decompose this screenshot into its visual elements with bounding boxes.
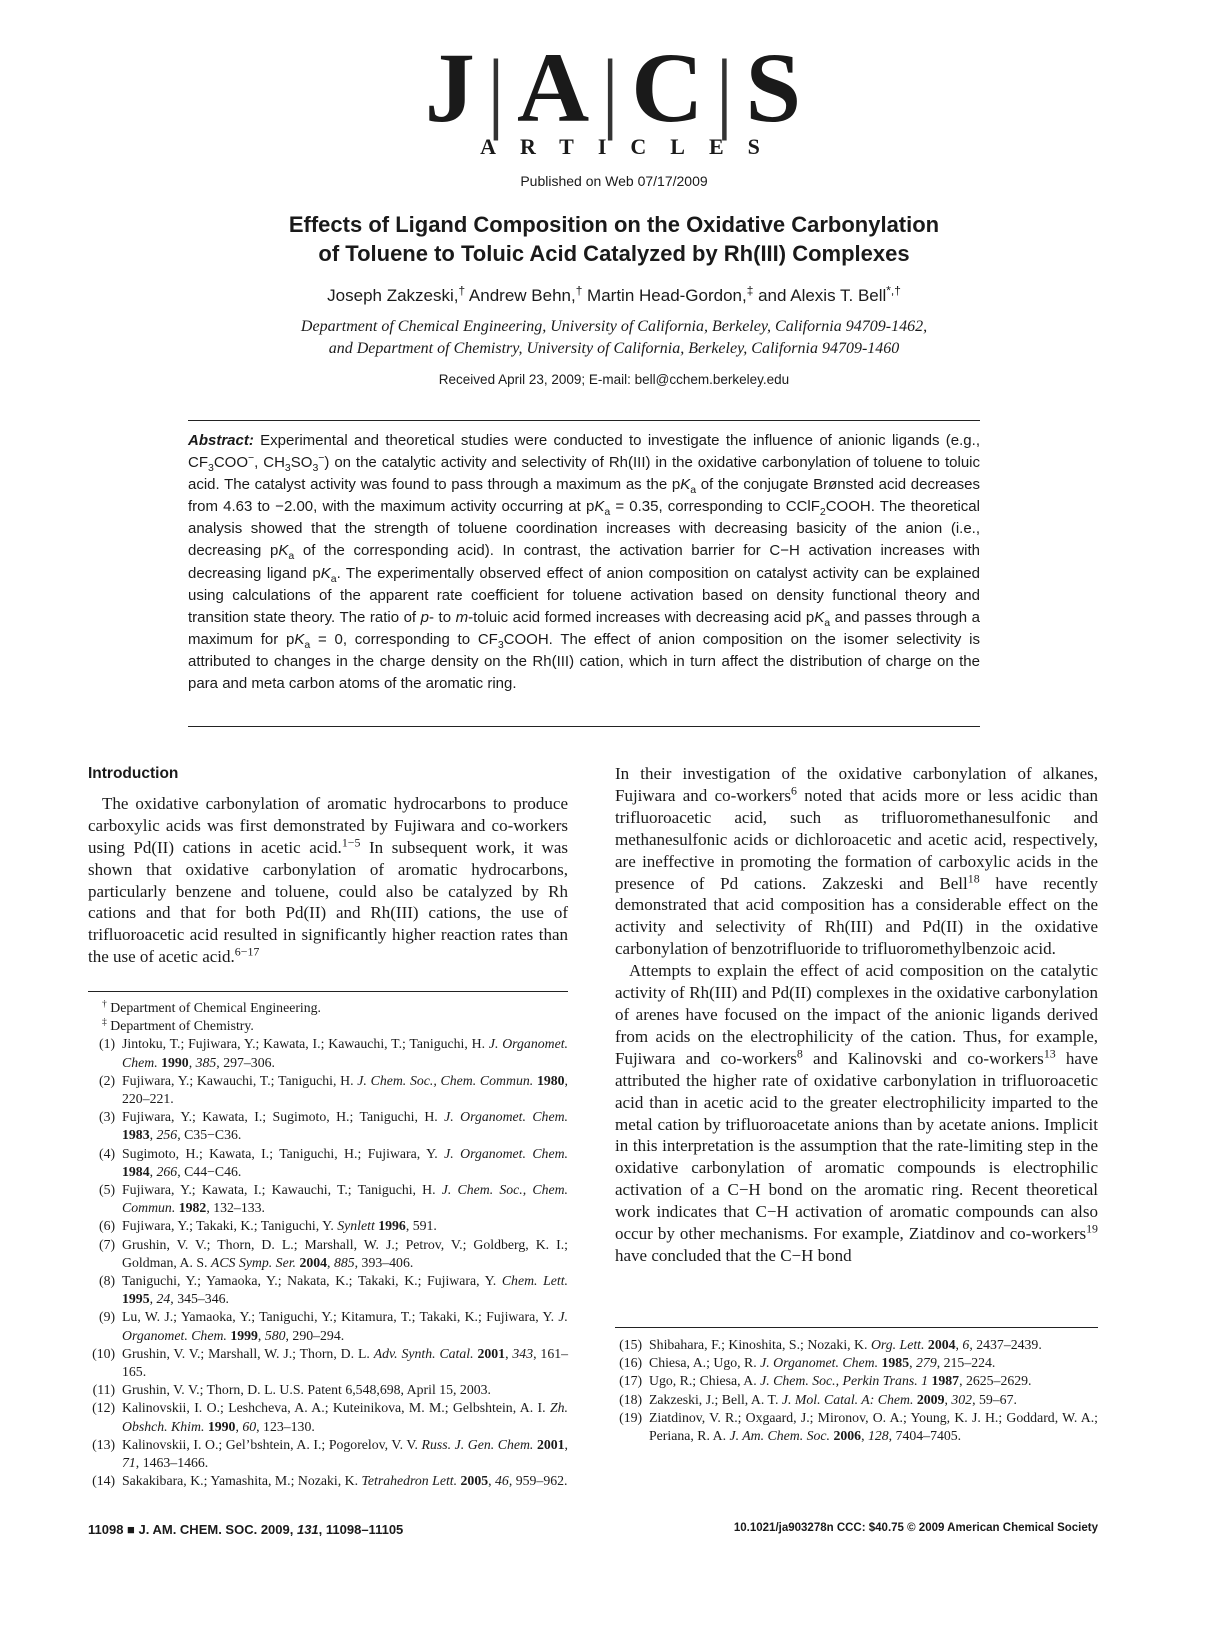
reference-number: (10) bbox=[92, 1345, 122, 1361]
superscript: 1−5 bbox=[341, 835, 361, 850]
text-run: J. Chem. Soc., Chem. Commun. bbox=[122, 1182, 568, 1216]
divider bbox=[188, 420, 980, 421]
text-run: K bbox=[294, 630, 305, 648]
text-run: 343 bbox=[512, 1345, 534, 1361]
reference-number: (19) bbox=[619, 1409, 649, 1425]
reference-item bbox=[88, 1145, 568, 1181]
text-run: noted that acids more or less acidic than trifluoroacetic acid, such as trifluoromethanesulfonic and methanesulfonic acids or dichloroacetic and acetic acid, respectively, are ineffective in promoting the formation of carboxylic acids in the presence of Pd cations. Zakzeski and Bell bbox=[615, 785, 1098, 893]
text-run: 128 bbox=[867, 1428, 889, 1444]
footnote-mark: † bbox=[102, 998, 107, 1010]
text-run: have concluded that the C−H bond bbox=[615, 1245, 852, 1265]
subscript: 3 bbox=[208, 462, 214, 475]
affiliations bbox=[0, 316, 1228, 360]
text-run: have attributed the higher rate of oxidative carbonylation in trifluoroacetic acid than in acetic acid to the greater electrophilicity imparted to the metal cation by trifluoroacetate anions than by acetate anions. Implicit in this interpretation is the assumption that the rate-limiting step in the oxidative carbonylation of aromatic compounds is electrophilic activation of a C−H bond on the aromatic ring. Recent theoretical work indicates that C−H activation of aromatic compounds can also occur by other mechanisms. For example, Ziatdinov and co-workers bbox=[615, 1048, 1098, 1244]
affiliation-line: and Department of Chemistry, University of California, Berkeley, California 94709-1460 bbox=[328, 340, 900, 357]
text-run: , bbox=[188, 1054, 196, 1070]
text-run: 1984 bbox=[122, 1163, 150, 1179]
text-run: = 0, corresponding to CF bbox=[310, 630, 498, 648]
subscript: a bbox=[824, 616, 831, 629]
text-run: 279 bbox=[916, 1355, 937, 1371]
logo-letter: C bbox=[631, 32, 706, 143]
text-run: , 2437–2439. bbox=[969, 1337, 1042, 1352]
text-run: Martin Head-Gordon, bbox=[582, 286, 747, 305]
text-run: K bbox=[594, 498, 605, 516]
text-run: 1995 bbox=[122, 1291, 150, 1307]
text-run: , bbox=[257, 1327, 265, 1343]
text-run: 256 bbox=[156, 1127, 178, 1143]
text-run: . The experimentally observed effect of anion composition on catalyst activity can be explained using calculations of the apparent rate coefficient for toluene activation based on density functional theory and transition state theory. The ratio of bbox=[188, 564, 980, 626]
reference-number: (1) bbox=[99, 1036, 122, 1052]
text-run: Taniguchi, Y.; Yamaoka, Y.; Nakata, K.; Takaki, K.; Fujiwara, Y. bbox=[122, 1273, 502, 1289]
text-run: 2006 bbox=[830, 1428, 862, 1444]
authors bbox=[0, 283, 1228, 306]
text-run: K bbox=[814, 608, 825, 626]
reference-item bbox=[88, 1217, 568, 1235]
text-run: 46 bbox=[495, 1473, 509, 1489]
text-run: ) on the catalytic activity and selectivity of Rh(III) in the oxidative carbonylation of toluene to toluic acid. The catalyst activity was found to pass through a maximum as the p bbox=[188, 454, 980, 494]
footnote-text: Department of Chemistry. bbox=[110, 1018, 254, 1034]
reference-list bbox=[615, 1336, 1098, 1445]
text-run: Grushin, V. V.; Thorn, D. L. U.S. Patent 6,548,698, April 15, 2003. bbox=[122, 1382, 491, 1398]
subscript: 3 bbox=[284, 462, 291, 475]
text-run: 2004 bbox=[296, 1254, 328, 1270]
text-run: Adv. Synth. Catal. bbox=[373, 1345, 474, 1361]
text-run: 2004 bbox=[924, 1337, 956, 1352]
superscript: *,† bbox=[886, 283, 901, 298]
superscript: − bbox=[248, 452, 255, 465]
text-run: K bbox=[680, 476, 691, 494]
text-run: 1999 bbox=[226, 1327, 258, 1343]
text-run: Zakzeski, J.; Bell, A. T. bbox=[649, 1391, 782, 1407]
text-run: Fujiwara, Y.; Takaki, K.; Taniguchi, Y. bbox=[122, 1218, 338, 1234]
subscript: a bbox=[304, 638, 311, 651]
reference-number: (7) bbox=[99, 1236, 122, 1252]
text-run: 1990 bbox=[204, 1418, 236, 1434]
text-run: -toluic acid formed increases with decreasing acid p bbox=[468, 608, 815, 626]
text-run: 580 bbox=[264, 1327, 286, 1343]
footer-citation bbox=[88, 1522, 403, 1537]
text-run: , C35−C36. bbox=[177, 1127, 242, 1143]
text-run: J. Organomet. Chem. bbox=[444, 1145, 568, 1161]
text-run: - to bbox=[428, 608, 456, 626]
paragraph bbox=[615, 763, 1098, 960]
subscript: a bbox=[330, 572, 337, 585]
subscript: 2 bbox=[819, 506, 826, 519]
logo-subtitle: ARTICLES bbox=[480, 134, 784, 159]
text-run: , 1463–1466. bbox=[135, 1455, 209, 1471]
text-run: 2001 bbox=[533, 1436, 565, 1452]
text-run: , bbox=[944, 1391, 952, 1407]
text-run: 1990 bbox=[157, 1054, 189, 1070]
reference-number: (4) bbox=[99, 1145, 122, 1161]
text-run: 1983 bbox=[122, 1127, 150, 1143]
text-run: 1985 bbox=[878, 1355, 910, 1371]
reference-item bbox=[88, 1472, 568, 1490]
footnote-text: Department of Chemical Engineering. bbox=[110, 1000, 321, 1015]
text-run: 385 bbox=[195, 1054, 217, 1070]
text-run: 2009 bbox=[913, 1391, 945, 1407]
text-run: and passes through a maximum for p bbox=[188, 608, 980, 648]
text-run: Abstract: bbox=[188, 432, 254, 449]
logo-letter: J bbox=[424, 32, 477, 143]
text-run: Lu, W. J.; Yamaoka, Y.; Taniguchi, Y.; Kitamura, T.; Takaki, K.; Fujiwara, Y. bbox=[122, 1309, 559, 1325]
text-run: , C44−C46. bbox=[177, 1163, 242, 1179]
text-run: , bbox=[955, 1337, 963, 1352]
footnotes-right bbox=[615, 1336, 1098, 1445]
article-title bbox=[0, 210, 1228, 268]
text-run: , 959–962. bbox=[508, 1473, 568, 1489]
footnote-divider bbox=[88, 991, 568, 992]
text-run: of the corresponding acid). In contrast, the activation barrier for C−H activation increases with decreasing ligand p bbox=[188, 542, 980, 582]
footnote bbox=[88, 999, 568, 1017]
text-run: Joseph Zakzeski, bbox=[327, 286, 459, 305]
reference-item bbox=[88, 1436, 568, 1472]
text-run: , bbox=[149, 1127, 157, 1143]
superscript: † bbox=[458, 283, 466, 298]
reference-item bbox=[615, 1354, 1098, 1372]
text-run: In subsequent work, it was shown that oxidative carbonylation of aromatic hydrocarbons, particularly benzene and toluene, could also be catalyzed by Rh cations and that for both Pd(II) and Rh(III) cations, the use of trifluoroacetic acid resulted in significantly higher reaction rates than the use of acetic acid. bbox=[88, 837, 568, 967]
text-run: 24 bbox=[156, 1291, 171, 1307]
text-run: , bbox=[564, 1436, 568, 1452]
reference-number: (11) bbox=[92, 1382, 122, 1398]
text-run: Fujiwara, Y.; Kawata, I.; Sugimoto, H.; Taniguchi, H. bbox=[122, 1109, 445, 1125]
text-run: SO bbox=[290, 454, 313, 472]
text-run: Sakakibara, K.; Yamashita, M.; Nozaki, K. bbox=[122, 1473, 362, 1489]
text-run: Sugimoto, H.; Kawata, I.; Taniguchi, H.; Fujiwara, Y. bbox=[122, 1145, 445, 1161]
right-column bbox=[615, 763, 1098, 1267]
text-run: 1982 bbox=[175, 1200, 207, 1216]
text-run: Kalinovskii, I. O.; Gel’bshtein, A. I.; Pogorelov, V. V. bbox=[122, 1436, 422, 1452]
text-run: Ziatdinov, V. R.; Oxgaard, J.; Mironov, O. A.; Young, K. J. H.; Goddard, W. A.; Periana, R. A. bbox=[649, 1409, 1098, 1444]
superscript: − bbox=[318, 452, 325, 465]
text-run: 302 bbox=[951, 1391, 973, 1407]
superscript: 6−17 bbox=[234, 944, 260, 959]
left-column bbox=[88, 763, 568, 968]
published-date: Published on Web 07/17/2009 bbox=[520, 173, 708, 189]
text-run: , bbox=[488, 1473, 496, 1489]
reference-item bbox=[88, 1035, 568, 1071]
text-run: Synlett bbox=[337, 1218, 375, 1234]
text-run: Org. Lett. bbox=[870, 1337, 925, 1352]
title-line: of Toluene to Toluic Acid Catalyzed by Rh(III) Complexes bbox=[318, 241, 910, 266]
reference-number: (16) bbox=[619, 1355, 649, 1371]
text-run: 2001 bbox=[473, 1345, 506, 1361]
text-run: 131 bbox=[296, 1522, 319, 1537]
text-run: , 215–224. bbox=[936, 1355, 996, 1371]
text-run: 1987 bbox=[928, 1373, 960, 1389]
text-run: = 0.35, corresponding to CClF bbox=[610, 498, 820, 516]
reference-number: (12) bbox=[92, 1400, 122, 1416]
reference-item bbox=[88, 1108, 568, 1144]
jacs-logo: J | A | C | S ARTICLES bbox=[0, 40, 1228, 160]
reference-number: (13) bbox=[92, 1436, 122, 1452]
divider bbox=[188, 726, 980, 727]
reference-item bbox=[88, 1345, 568, 1381]
text-run: , bbox=[327, 1254, 334, 1270]
text-run: 11098 ■ J. AM. CHEM. SOC. 2009, bbox=[88, 1522, 297, 1537]
text-run: Ugo, R.; Chiesa, A. bbox=[649, 1373, 761, 1389]
section-heading: Introduction bbox=[88, 765, 179, 782]
affiliation-line: Department of Chemical Engineering, University of California, Berkeley, California 94709-1462, bbox=[300, 318, 928, 335]
text-run: , 2625–2629. bbox=[959, 1373, 1032, 1389]
text-run: Grushin, V. V.; Marshall, W. J.; Thorn, D. L. bbox=[122, 1345, 374, 1361]
text-run: , 290–294. bbox=[285, 1327, 345, 1343]
paragraph bbox=[615, 960, 1098, 1267]
superscript: 13 bbox=[1043, 1046, 1056, 1061]
superscript: 18 bbox=[967, 870, 980, 885]
text-run: In their investigation of the oxidative carbonylation of alkanes, Fujiwara and co-workers bbox=[615, 764, 1098, 805]
text-run: Kalinovskii, I. O.; Leshcheva, A. A.; Kuteinikova, M. M.; Gelbshtein, A. I. bbox=[122, 1400, 550, 1416]
text-run: and Alexis T. Bell bbox=[753, 286, 887, 305]
subscript: 3 bbox=[312, 462, 319, 475]
reference-number: (9) bbox=[99, 1309, 122, 1325]
subscript: a bbox=[604, 506, 611, 519]
text-run: , 123–130. bbox=[256, 1418, 315, 1434]
text-run: , bbox=[235, 1418, 243, 1434]
text-run: J. Mol. Catal. A: Chem. bbox=[781, 1391, 914, 1407]
text-run: Experimental and theoretical studies were conducted to investigate the influence of anionic ligands (e.g., CF bbox=[188, 432, 980, 472]
reference-item bbox=[88, 1272, 568, 1308]
text-run: Shibahara, F.; Kinoshita, S.; Nozaki, K. bbox=[649, 1337, 871, 1352]
reference-item bbox=[88, 1308, 568, 1344]
reference-item bbox=[88, 1399, 568, 1435]
text-run: J. Organomet. Chem. bbox=[122, 1036, 569, 1070]
text-run: , bbox=[505, 1345, 513, 1361]
text-run: 6 bbox=[962, 1337, 970, 1352]
text-run: , CH bbox=[254, 454, 285, 472]
text-run: , 591. bbox=[405, 1218, 437, 1234]
superscript: 6 bbox=[791, 783, 797, 798]
text-run: K bbox=[320, 564, 331, 582]
footnote-mark: ‡ bbox=[102, 1016, 107, 1028]
reference-number: (17) bbox=[619, 1373, 649, 1389]
text-run: of the conjugate Brønsted acid decreases from 4.63 to −2.00, with the maximum activity occurring at p bbox=[188, 476, 980, 516]
text-run: , 220–221. bbox=[122, 1072, 568, 1107]
reference-item bbox=[615, 1409, 1098, 1445]
text-run: have recently demonstrated that acid composition has a considerable effect on the activity and selectivity of Rh(III) and Pd(II) in the oxidative carbonylation of benzotrifluoride to trifluoromethylbenzoic acid. bbox=[615, 873, 1098, 959]
reference-item bbox=[88, 1236, 568, 1272]
text-run: J. Am. Chem. Soc. bbox=[729, 1428, 831, 1444]
text-run: Fujiwara, Y.; Kawauchi, T.; Taniguchi, H. bbox=[122, 1072, 358, 1088]
footnote-divider bbox=[615, 1327, 1098, 1328]
text-run: COO bbox=[213, 454, 249, 472]
reference-number: (3) bbox=[99, 1109, 122, 1125]
text-run: , 297–306. bbox=[216, 1054, 275, 1070]
text-run: J. Organomet. Chem. bbox=[760, 1355, 879, 1371]
reference-item bbox=[88, 1181, 568, 1217]
text-run: , 393–406. bbox=[354, 1254, 414, 1270]
reference-number: (2) bbox=[99, 1072, 122, 1088]
text-run: , 59–67. bbox=[972, 1391, 1017, 1407]
superscript: 19 bbox=[1086, 1221, 1098, 1236]
text-run: COOH. The theoretical analysis showed that the strength of toluene coordination increases with decreasing basicity of the anion (i.e., decreasing p bbox=[188, 498, 980, 560]
text-run: and Kalinovski and co-workers bbox=[802, 1048, 1044, 1068]
text-run: Tetrahedron Lett. bbox=[361, 1473, 458, 1489]
text-run: m bbox=[455, 608, 469, 626]
reference-number: (5) bbox=[99, 1182, 122, 1198]
reference-item bbox=[88, 1381, 568, 1399]
text-run: J. Organomet. Chem. bbox=[122, 1309, 568, 1343]
text-run: Jintoku, T.; Fujiwara, Y.; Kawata, I.; Kawauchi, T.; Taniguchi, H. bbox=[122, 1036, 489, 1052]
superscript: † bbox=[575, 283, 583, 298]
footnote bbox=[88, 1017, 568, 1035]
text-run: Grushin, V. V.; Thorn, D. L.; Marshall, W. J.; Petrov, V.; Goldberg, K. I.; Goldman, A. S. bbox=[122, 1236, 568, 1270]
text-run: , bbox=[149, 1291, 157, 1307]
reference-number: (6) bbox=[99, 1218, 122, 1234]
subscript: a bbox=[288, 550, 295, 563]
footnotes-left bbox=[88, 999, 568, 1490]
reference-item bbox=[615, 1372, 1098, 1390]
footer-doi: 10.1021/ja903278n CCC: $40.75 © 2009 American Chemical Society bbox=[733, 1522, 1098, 1534]
text-run: , 11098–11105 bbox=[318, 1522, 404, 1537]
text-run: Fujiwara, Y.; Kawata, I.; Kawauchi, T.; Taniguchi, H. bbox=[122, 1182, 442, 1198]
text-run: K bbox=[278, 542, 289, 560]
subscript: a bbox=[690, 484, 697, 497]
text-run: COOH. The effect of anion composition on the isomer selectivity is attributed to changes in the charge density on the Rh(III) cation, which in turn affect the distribution of charge on the para and meta carbon atoms of the aromatic ring. bbox=[188, 630, 980, 693]
text-run: 885 bbox=[333, 1254, 355, 1270]
abstract bbox=[188, 430, 980, 695]
text-run: Andrew Behn, bbox=[465, 286, 576, 305]
text-run: , bbox=[909, 1355, 917, 1371]
reference-number: (18) bbox=[619, 1391, 649, 1407]
reference-item bbox=[615, 1391, 1098, 1409]
text-run: J. Chem. Soc., Chem. Commun. bbox=[357, 1072, 534, 1088]
text-run: p bbox=[420, 608, 429, 626]
title-line: Effects of Ligand Composition on the Oxidative Carbonylation bbox=[288, 212, 940, 237]
text-run: Chiesa, A.; Ugo, R. bbox=[649, 1355, 761, 1371]
superscript: 8 bbox=[796, 1046, 803, 1061]
text-run: J. Organomet. Chem. bbox=[444, 1109, 568, 1125]
text-run: , 132–133. bbox=[206, 1200, 265, 1216]
text-run: Zh. Obshch. Khim. bbox=[122, 1400, 568, 1434]
reference-item bbox=[615, 1336, 1098, 1354]
text-run: The oxidative carbonylation of aromatic hydrocarbons to produce carboxylic acids was first demonstrated by Fujiwara and co-workers using Pd(II) cations in acetic acid. bbox=[88, 793, 568, 857]
logo-letter: S bbox=[745, 32, 804, 143]
text-run: 60 bbox=[242, 1418, 257, 1434]
text-run: 266 bbox=[156, 1163, 178, 1179]
text-run: , bbox=[149, 1163, 157, 1179]
received-line: Received April 23, 2009; E-mail: bell@cchem.berkeley.edu bbox=[438, 372, 790, 387]
text-run: 1996 bbox=[374, 1218, 406, 1234]
text-run: , 345–346. bbox=[170, 1291, 229, 1307]
reference-number: (8) bbox=[99, 1273, 122, 1289]
text-run: J. Chem. Soc., Perkin Trans. 1 bbox=[760, 1373, 929, 1389]
reference-list bbox=[88, 1035, 568, 1490]
text-run: Attempts to explain the effect of acid composition on the catalytic activity of Rh(III) and Pd(II) complexes in the oxidative carbonylation of arenes have focused on the impact of the anionic ligands derived from acids on the electrophilicity of the cation. Thus, for example, Fujiwara and co-workers bbox=[615, 961, 1098, 1068]
paragraph bbox=[88, 793, 568, 968]
text-run: 71 bbox=[122, 1455, 136, 1471]
text-run: Chem. Lett. bbox=[501, 1273, 568, 1289]
text-run: 1980 bbox=[533, 1072, 565, 1088]
text-run: , bbox=[861, 1428, 868, 1444]
reference-item bbox=[88, 1072, 568, 1108]
text-run: 2005 bbox=[457, 1473, 489, 1489]
subscript: 3 bbox=[497, 638, 504, 651]
text-run: ACS Symp. Ser. bbox=[210, 1254, 296, 1270]
reference-number: (14) bbox=[92, 1473, 122, 1489]
text-run: , 7404–7405. bbox=[888, 1428, 962, 1444]
superscript: ‡ bbox=[746, 283, 754, 298]
text-run: Russ. J. Gen. Chem. bbox=[421, 1436, 534, 1452]
logo-letter: A bbox=[516, 32, 592, 143]
text-run: , 161–165. bbox=[122, 1345, 569, 1380]
reference-number: (15) bbox=[619, 1337, 649, 1352]
